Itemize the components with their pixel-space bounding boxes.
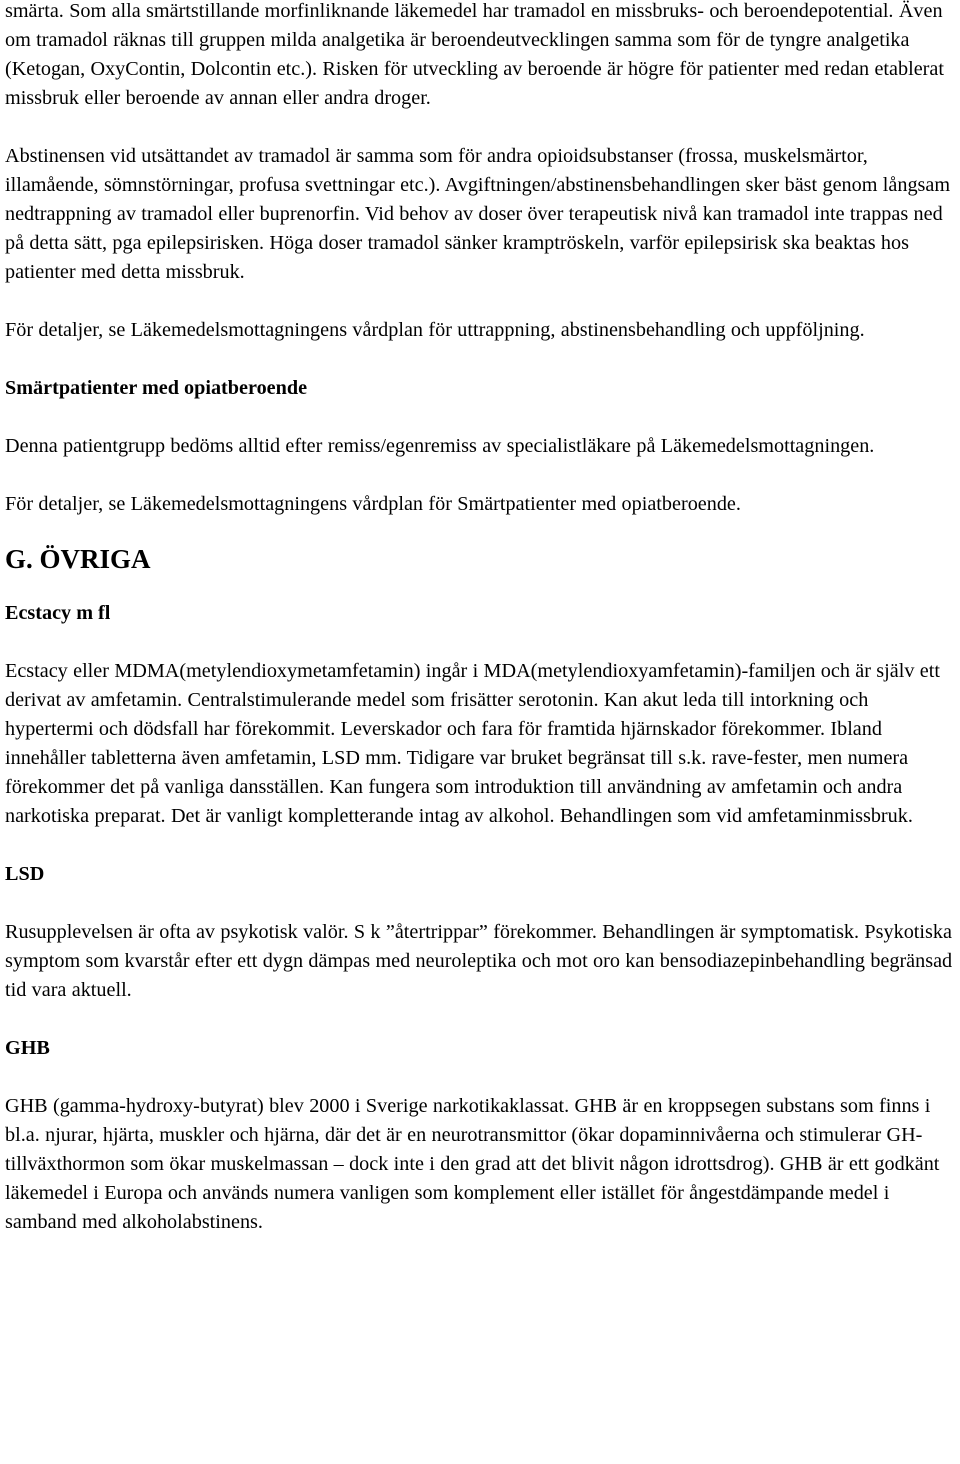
heading-ecstacy: Ecstacy m fl xyxy=(5,602,111,624)
paragraph-lsd: Rusupplevelsen är ofta av psykotisk valör. S k ”återtrippar” förekommer. Behandlingen är symptomatisk. Psykotiska symptom som kvarstår efter ett dygn dämpas med neuroleptika och mot oro kan bensodiazepinbehandling begränsad tid vara aktuell. xyxy=(5,921,953,1001)
spacer xyxy=(5,579,960,599)
paragraph-detaljer-uttrappning: För detaljer, se Läkemedelsmottagningens vårdplan för uttrappning, abstinensbehandling och uppföljning. xyxy=(5,319,865,341)
heading-ovriga: G. ÖVRIGA xyxy=(5,544,151,574)
spacer xyxy=(5,345,960,374)
heading-lsd: LSD xyxy=(5,863,45,885)
document-page xyxy=(5,0,960,1237)
spacer xyxy=(5,628,960,657)
spacer xyxy=(5,889,960,918)
paragraph-detaljer-smartpatienter: För detaljer, se Läkemedelsmottagningens vårdplan för Smärtpatienter med opiatberoende. xyxy=(5,493,741,515)
paragraph-ecstacy: Ecstacy eller MDMA(metylendioxymetamfetamin) ingår i MDA(metylendioxyamfetamin)-familjen och är själv ett derivat av amfetamin. Centralstimulerande medel som frisätter serotonin. Kan akut leda till intorkning och hypertermi och dödsfall har förekommit. Leverskador och fara för framtida hjärnskador förekommer. Ibland innehåller tabletterna även amfetamin, LSD mm. Tidigare var bruket begränsat till s.k. rave-fester, men numera förekommer det på vanliga dansställen. Kan fungera som introduktion till användning av amfetamin och andra narkotiska preparat. Det är vanligt kompletterande intag av alkohol. Behandlingen som vid amfetaminmissbruk. xyxy=(5,660,940,827)
spacer xyxy=(5,287,960,316)
paragraph-ghb: GHB (gamma-hydroxy-butyrat) blev 2000 i Sverige narkotikaklassat. GHB är en kroppsegen substans som finns i bl.a. njurar, hjärta, muskler och hjärna, där det är en neurotransmittor (ökar dopaminnivåerna och stimulerar GH-tillväxthormon som ökar muskelmassan – dock inte i den grad att det blivit någon idrottsdrog). GHB är ett godkänt läkemedel i Europa och används numera vanligen som komplement eller istället för ångestdämpande medel i samband med alkoholabstinens. xyxy=(5,1095,940,1233)
spacer xyxy=(5,461,960,490)
spacer xyxy=(5,403,960,432)
spacer xyxy=(5,113,960,142)
spacer xyxy=(5,1005,960,1034)
paragraph-patientgrupp: Denna patientgrupp bedöms alltid efter remiss/egenremiss av specialistläkare på Läkemedelsmottagningen. xyxy=(5,435,875,457)
spacer xyxy=(5,831,960,860)
paragraph-abstinens: Abstinensen vid utsättandet av tramadol är samma som för andra opioidsubstanser (frossa, muskelsmärtor, illamående, sömnstörningar, profusa svettningar etc.). Avgiftningen/abstinensbehandlingen sker bäst genom långsam nedtrappning av tramadol eller buprenorfin. Vid behov av doser över terapeutisk nivå kan tramadol inte trappas ned på detta sätt, pga epilepsirisken. Höga doser tramadol sänker kramptröskeln, varför epilepsirisk ska beaktas hos patienter med detta missbruk. xyxy=(5,145,951,283)
spacer xyxy=(5,519,960,539)
heading-ghb: GHB xyxy=(5,1037,50,1059)
paragraph-tramadol-intro: smärta. Som alla smärtstillande morfinliknande läkemedel har tramadol en missbruks- och beroendepotential. Även om tramadol räknas till gruppen milda analgetika är beroendeutvecklingen samma som för de tyngre analgetika (Ketogan, OxyContin, Dolcontin etc.). Risken för utveckling av beroende är högre för patienter med redan etablerat missbruk eller beroende av annan eller andra droger. xyxy=(5,0,944,109)
spacer xyxy=(5,1063,960,1092)
heading-smartpatienter: Smärtpatienter med opiatberoende xyxy=(5,377,308,399)
